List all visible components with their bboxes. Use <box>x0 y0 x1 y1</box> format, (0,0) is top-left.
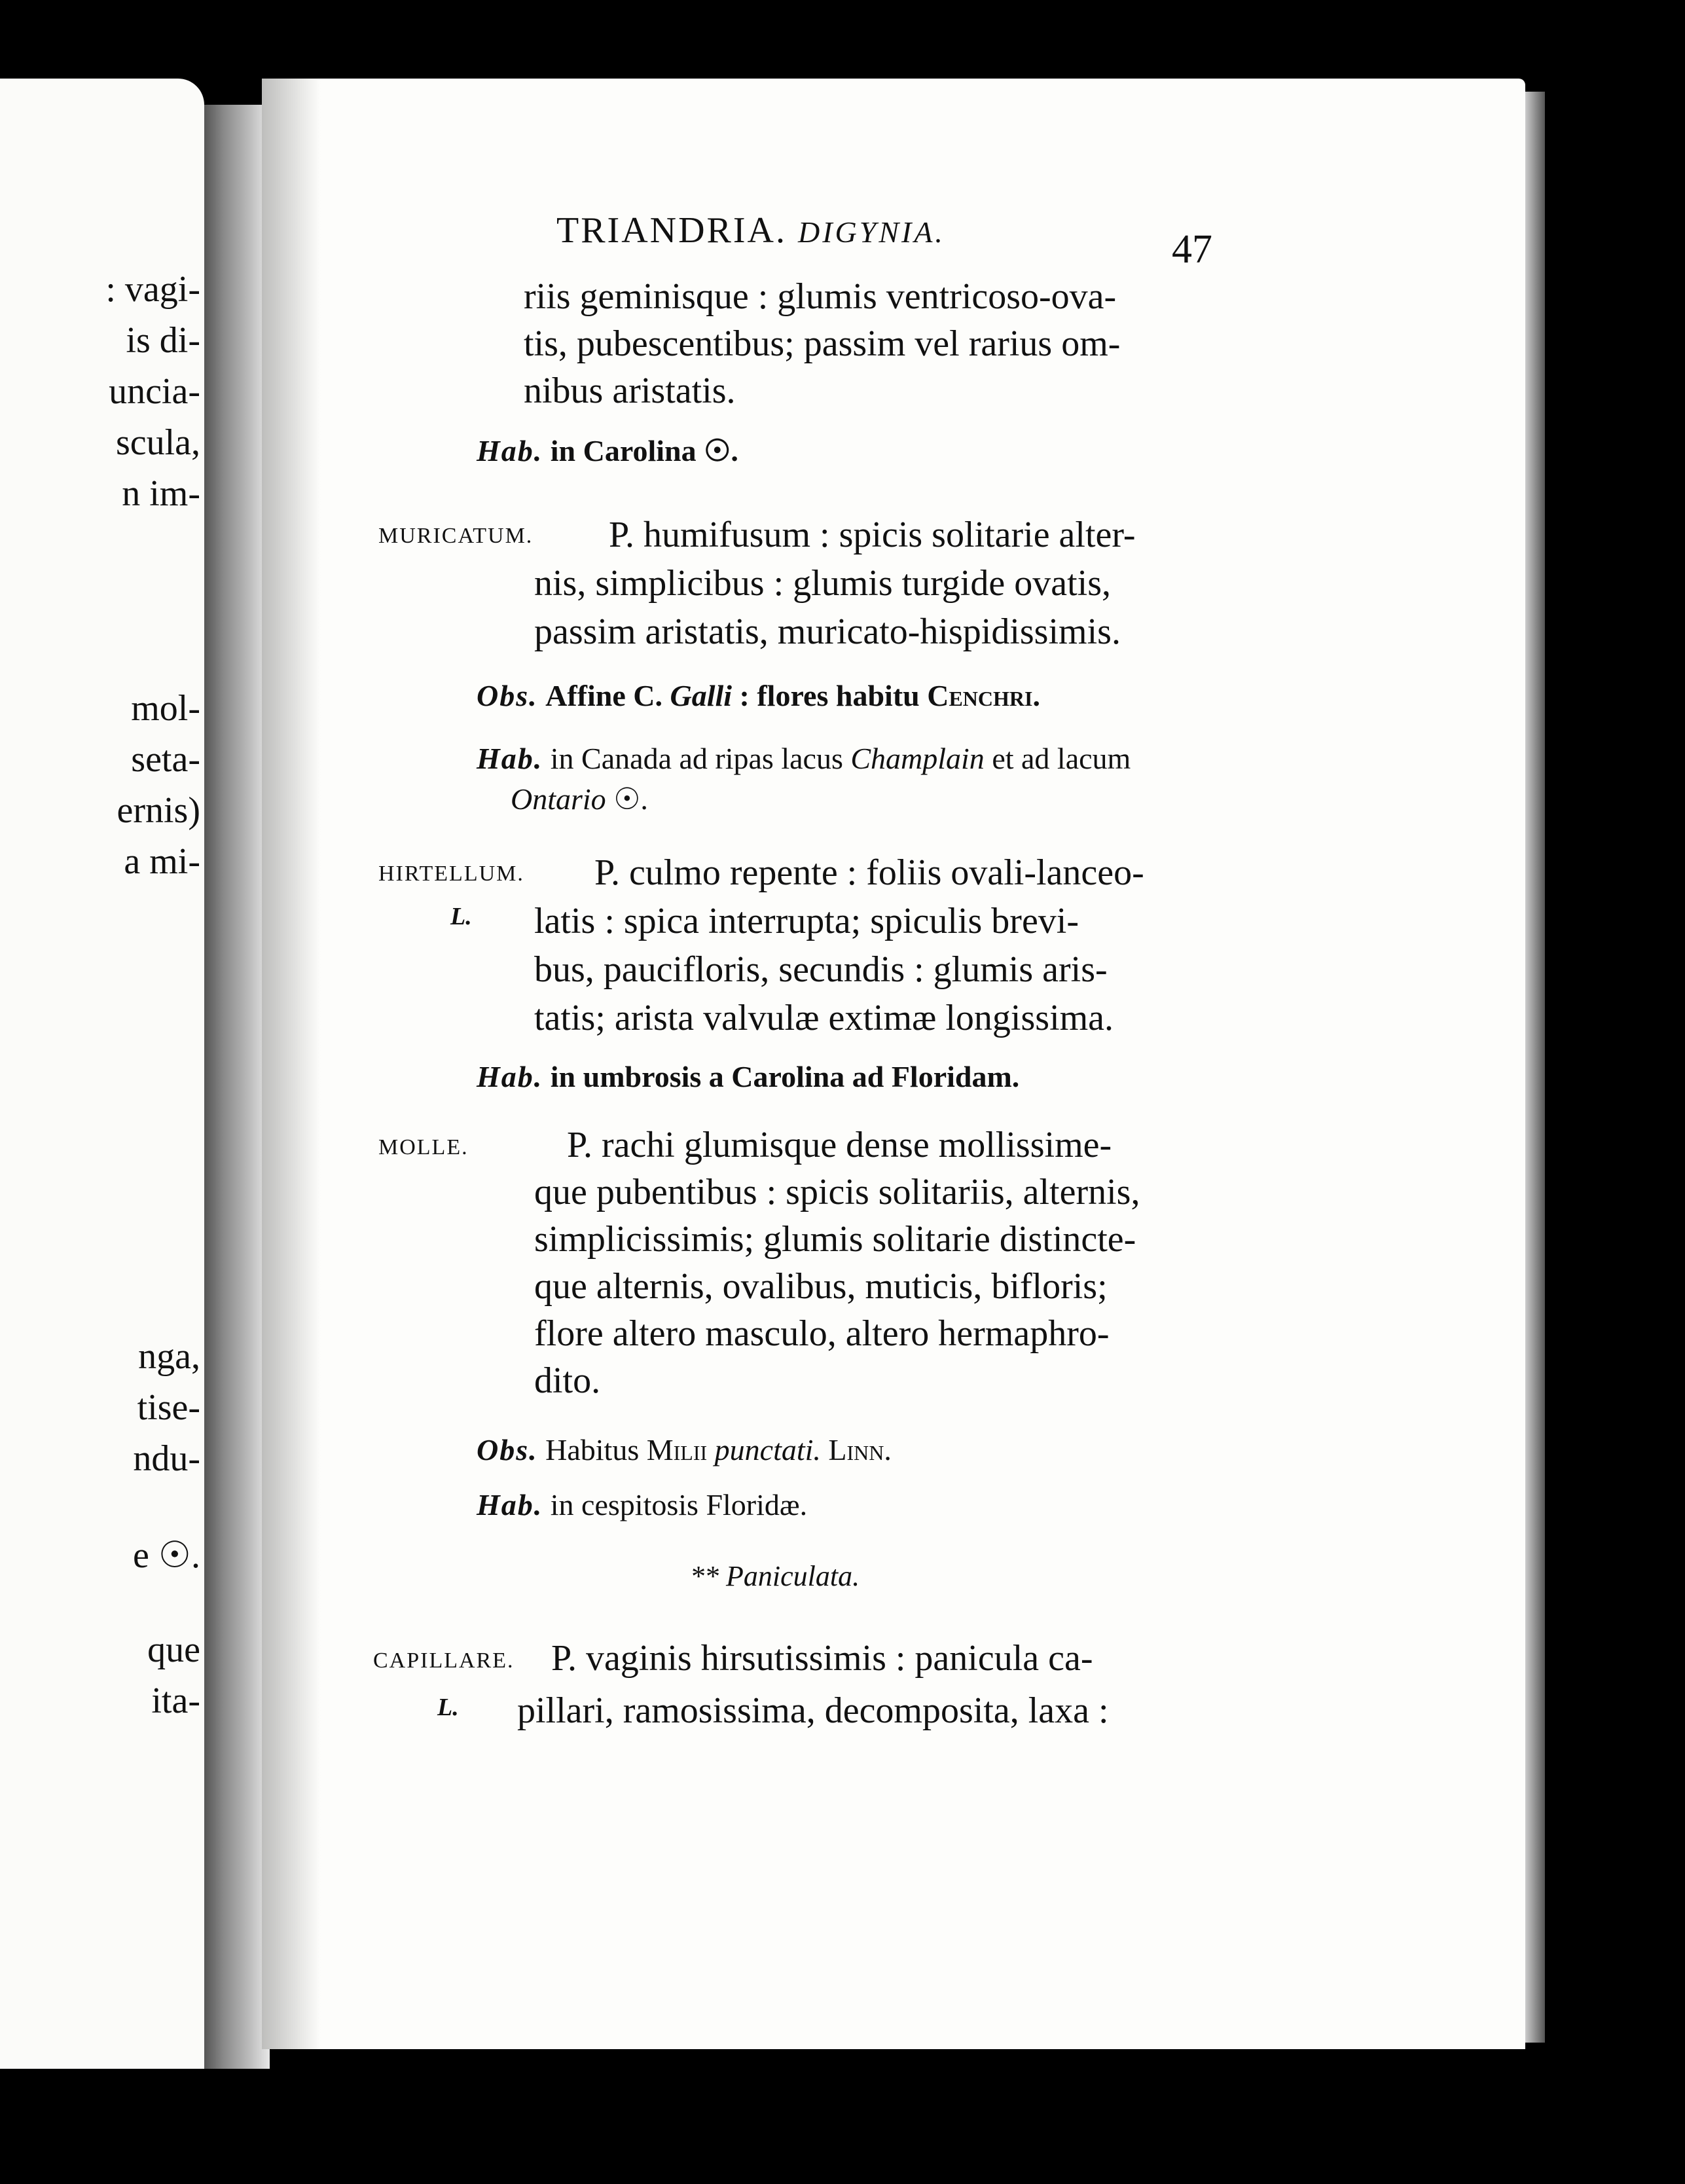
left-page-fragment <box>0 79 204 2069</box>
running-head-title: TRIANDRIA. <box>556 210 787 251</box>
observation-text: Habitus <box>545 1433 640 1466</box>
running-head-order: DIGYNIA. <box>797 215 945 249</box>
left-page-line: e ☉. <box>132 1535 200 1576</box>
left-page-line: ita- <box>151 1681 200 1721</box>
habitat-label: Hab. <box>477 434 543 467</box>
habitat-text: in cespitosis Floridæ. <box>550 1488 808 1521</box>
gutter-shadow <box>262 79 321 2049</box>
habitat-text: in umbrosis a Carolina ad Floridam. <box>550 1060 1020 1093</box>
species-name: MOLLE. <box>378 1135 469 1159</box>
habitat-text: in Canada ad ripas lacus <box>550 742 843 775</box>
text-line: que alternis, ovalibus, muticis, bifloris; <box>534 1266 1108 1307</box>
text-line: passim aristatis, muricato-hispidissimis. <box>534 611 1121 652</box>
left-page-line: seta- <box>131 739 200 780</box>
species-authority: L. <box>450 903 472 930</box>
habitat-label: Hab. <box>477 1488 543 1521</box>
text-line: pillari, ramosissima, decomposita, laxa : <box>517 1690 1109 1731</box>
text-line: riis geminisque : glumis ventricoso-ova- <box>524 276 1117 317</box>
book-gutter <box>204 105 270 2069</box>
text-line: P. humifusum : spicis solitarie alter- <box>609 515 1136 555</box>
page-number: 47 <box>1172 227 1212 272</box>
observation-italic: punctati. <box>714 1433 821 1466</box>
habitat-text: in Carolina ☉. <box>550 434 738 467</box>
left-page-line: ernis) <box>117 790 200 831</box>
left-page-line: mol- <box>131 688 200 729</box>
habitat-note <box>477 740 1131 778</box>
habitat-note <box>477 432 738 470</box>
species-name: HIRTELLUM. <box>378 862 524 886</box>
observation-label: Obs. <box>477 1433 538 1466</box>
running-head <box>556 209 945 251</box>
text-line: nis, simplicibus : glumis turgide ovatis, <box>534 563 1111 604</box>
left-page-line: is di- <box>126 320 200 361</box>
habitat-note <box>477 1058 1019 1096</box>
observation-note <box>477 1431 892 1469</box>
left-page-line: que <box>147 1629 200 1670</box>
text-line: simplicissimis; glumis solitarie distincte- <box>534 1219 1136 1260</box>
text-line: flore altero masculo, altero hermaphro- <box>534 1313 1110 1354</box>
left-page-line: a mi- <box>124 841 200 882</box>
observation-italic: Galli <box>670 679 733 712</box>
text-line: bus, paucifloris, secundis : glumis aris- <box>534 949 1108 990</box>
left-page-line: n im- <box>122 473 200 514</box>
habitat-italic: Ontario <box>511 782 606 816</box>
habitat-text: et ad lacum <box>992 742 1131 775</box>
observation-text: Affine C. <box>545 679 662 712</box>
habitat-label: Hab. <box>477 1060 543 1093</box>
observation-smallcaps: Linn. <box>828 1433 892 1466</box>
observation-smallcaps: Cenchri. <box>927 679 1040 712</box>
page-edge <box>1525 92 1545 2043</box>
species-name: CAPILLARE. <box>373 1648 515 1673</box>
text-line: P. culmo repente : foliis ovali-lanceo- <box>594 852 1144 893</box>
left-page-line: ndu- <box>133 1438 200 1479</box>
text-line: tis, pubescentibus; passim vel rarius om- <box>524 323 1121 364</box>
section-heading: ** Paniculata. <box>690 1560 860 1592</box>
species-name: MURICATUM. <box>378 524 534 548</box>
observation-text: : flores habitu <box>739 679 920 712</box>
left-page-line: uncia- <box>109 371 200 412</box>
left-page-line: nga, <box>138 1336 200 1377</box>
text-line: tatis; arista valvulæ extimæ longissima. <box>534 998 1114 1038</box>
observation-note <box>477 677 1040 715</box>
text-line: P. vaginis hirsutissimis : panicula ca- <box>551 1638 1093 1679</box>
text-line: latis : spica interrupta; spiculis brevi- <box>534 901 1079 941</box>
text-line: nibus aristatis. <box>524 371 736 411</box>
habitat-note <box>477 1486 807 1524</box>
left-page-line: tise- <box>137 1387 200 1428</box>
habitat-italic: Champlain <box>850 742 985 775</box>
text-line: que pubentibus : spicis solitariis, alternis, <box>534 1172 1140 1212</box>
left-page-line: scula, <box>115 422 200 463</box>
text-line: dito. <box>534 1360 601 1401</box>
species-authority: L. <box>437 1694 459 1721</box>
observation-smallcaps: Milii <box>646 1433 708 1466</box>
observation-label: Obs. <box>477 679 538 712</box>
left-page-line: : vagi- <box>105 269 200 310</box>
habitat-symbol: ☉. <box>613 782 648 816</box>
habitat-note-continued <box>511 780 648 818</box>
text-line: P. rachi glumisque dense mollissime- <box>567 1125 1112 1165</box>
habitat-label: Hab. <box>477 742 543 775</box>
